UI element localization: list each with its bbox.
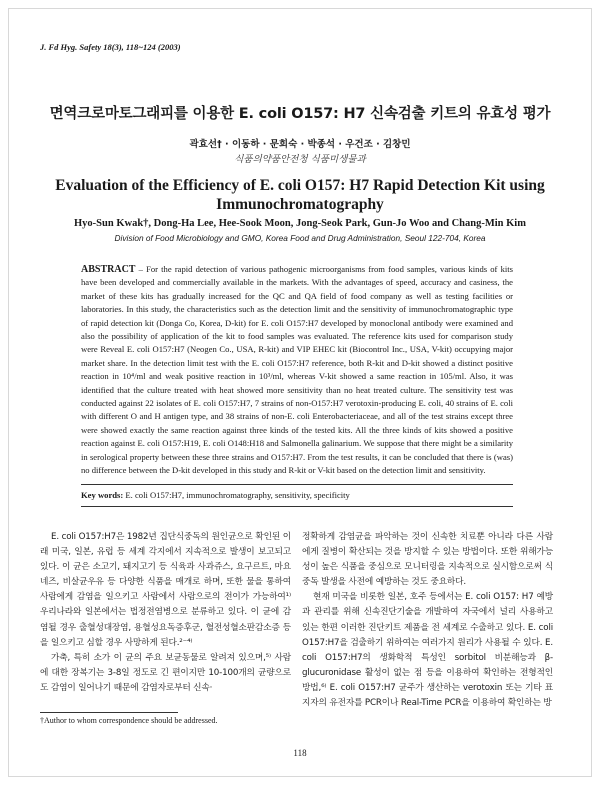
- journal-citation: J. Fd Hyg. Safety 18(3), 118~124 (2003): [40, 42, 181, 52]
- korean-title: 면역크로마토그래피를 이용한 E. coli O157: H7 신속검출 키트의 유효성 평가: [49, 106, 551, 122]
- english-affiliation: Division of Food Microbiology and GMO, Korea Food and Drug Administration, Seoul 122-704, Korea: [114, 233, 486, 243]
- keywords-top-rule: [81, 484, 513, 485]
- body-paragraph: 현재 미국을 비롯한 일본, 호주 등에서는 E. coli O157: H7 예방과 관리를 위해 신속진단기술을 개발하여 자국에서 널리 사용하고 있는 한편 이러한 진단키트 제품을 전 세계로 수출하고 있다. E. coli O157:H7을 검출하기 위하여는 여러가지 원리가 사용될 수 있다. E. coli O157:H7의 생화학적 특성인 sorbitol 비분해능과 β-glucuronidase 활성이 없는 점 등을 이용하여 확인하는 전형적인 방법,⁶⁾ E. coli O157:H7 균주가 생산하는 verotoxin 또는 기타 표지자의 유전자를 PCR이나 Real-Time PCR을 이용하여 확인하는 방: [302, 592, 553, 709]
- body-paragraph: E. coli O157:H7은 1982년 집단식중독의 원인균으로 확인된 이래 미국, 일본, 유럽 등 세계 각지에서 지속적으로 발생이 보고되고 있다. 이 균은 소고기, 돼지고기 등 식육과 사과쥬스, 요구르트, 마요네즈, 비살균우유 등 다양한 식품을 매개로 하며, 또한 물을 통하여 사람에게 감염을 일으키고 사람에서 사람으로의 전이가 가능하여¹⁾ 우리나라와 일본에서는 법정전염병으로 분류하고 있다. 이 균에 감염될 경우 출혈성대장염, 용혈성요독증후군, 혈전성혈소판감소증 등을 일으키고 심할 경우 사망하게 된다.²⁻⁴⁾: [40, 532, 291, 648]
- keywords-text: E. coli O157:H7, immunochromatography, sensitivity, specificity: [125, 490, 350, 500]
- keywords-bottom-rule: [81, 506, 513, 507]
- body-paragraph: 정확하게 감염균을 파악하는 것이 신속한 치료뿐 아니라 다른 사람에게 질병이 확산되는 것을 방지할 수 있는 방법이다. 또한 위해가능성이 높은 식품을 중심으로 모니터링을 지속적으로 실시함으로써 식중독 발생을 사전에 예방하는 것도 중요하다.: [302, 532, 553, 588]
- body-column-left: [40, 530, 291, 696]
- footnote-rule: [40, 712, 178, 713]
- english-authors: Hyo-Sun Kwak†, Dong-Ha Lee, Hee-Sook Moon, Jong-Seok Park, Gun-Jo Woo and Chang-Min Kim: [74, 218, 526, 229]
- keywords-label: Key words:: [81, 490, 124, 500]
- abstract-label: ABSTRACT: [81, 264, 136, 275]
- abstract: [81, 263, 513, 478]
- korean-authors: 곽효선† · 이동하 · 문희숙 · 박종석 · 우건조 · 김창민: [189, 139, 411, 150]
- body-column-right: [302, 530, 553, 711]
- body-paragraph: 가축, 특히 소가 이 균의 주요 보균동물로 알려져 있으며,⁵⁾ 사람에 대한 장복기는 3-8일 정도로 긴 편이지만 10-100개의 균량으로도 감염이 일어나기 때문에 감염자로부터 신속·: [40, 652, 291, 693]
- english-title: Evaluation of the Efficiency of E. coli O157: H7 Rapid Detection Kit using Immunochromatography: [55, 177, 545, 213]
- page-number: 118: [293, 748, 307, 758]
- korean-affiliation: 식품의약품안전청 식품미생물과: [234, 154, 366, 165]
- footnote: †Author to whom correspondence should be addressed.: [40, 716, 218, 725]
- keywords: [81, 490, 513, 500]
- abstract-text: – For the rapid detection of various pathogenic microorganisms from food samples, various kinds of kits have been developed and commercially available in the markets. With the advantages of speed, accuracy and casiness, the market of these kits has gradually increased for the QC and QA field of food company as well as testing facilities or laboratories. In this study, the characteristics such as the detection limit and the sensitivity of immunochromatographic type of rapid detection kit (Donga Co, Korea, D-kit) for E. coli O157:H7 developed by monoclonal antibody were examined and also the possibility of application of the kit to food samples was evaluated. The reference kits used for comparison study were Reveal E. coli O157:H7 (Neogen Co., USA, R-kit) and VIP EHEC kit (Biocontrol Inc., USA, V-kit) occupying major market share. In the detection limit test with the E. coli O157:H7 reference, both R-kit and D-kit showed a distinct positive reaction in 10⁴/ml and weak positive reaction in 10³/ml, whereas V-kit showed a same reaction in 105/ml. Also, it was identified that the culture treated with heat showed more sensitivity than no heat treated culture. The sensitivity test was conducted against 22 isolates of E. coli O157:H7, 7 strains of non-O157:H7 verotoxin-producing E. coli, 40 strains of E. coli with different O and H antigen type, and 38 strains of non-E. coli Enterobacteriaceae, and all of the test strains except three were showed exactly the same reaction against three kinds of the tested kits. All the three kinds of kits showed a positive reaction against E. coli O157:H19, E. coli O148:H18 and Salmonella galinarium. We suppose that there might be a similarity in serological property between these three strains and O157:H7. From the test results, it can be concluded that there is (was) no difference between the D-kit developed in this study and R-kit or V-kit based on the detection limit and sensitivity.: [81, 264, 513, 476]
